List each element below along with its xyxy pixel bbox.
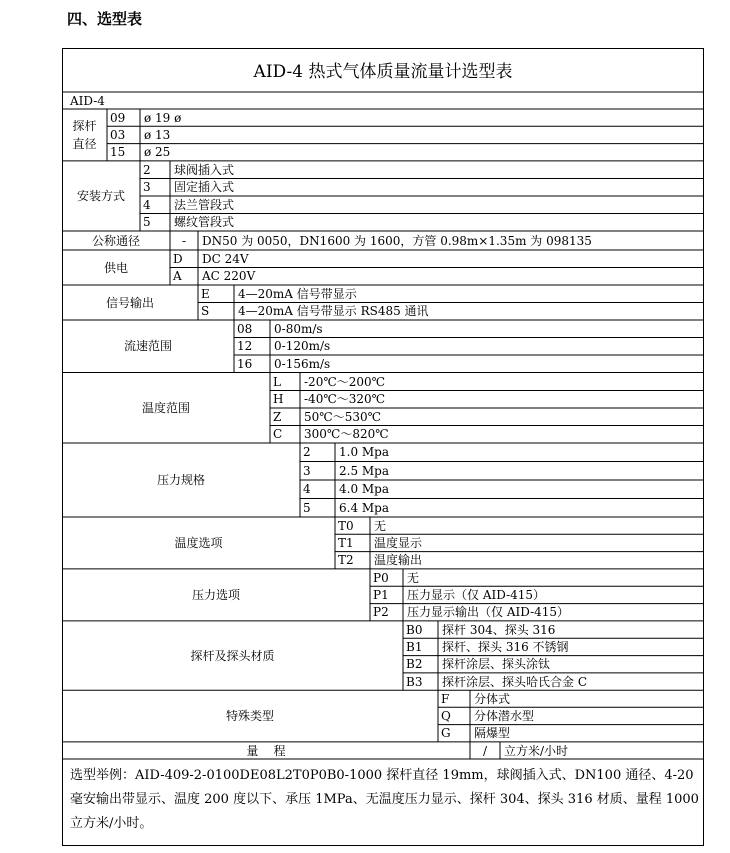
temp-range-desc: -20℃～200℃: [304, 374, 386, 389]
pressure-desc: 4.0 Mpa: [339, 482, 390, 497]
temp-option-code: T2: [338, 553, 354, 568]
material-code: B0: [406, 622, 423, 637]
temp-option-desc: 温度显示: [374, 535, 423, 550]
probe-diameter-desc: ø 19 ø: [144, 110, 182, 125]
temp-range-code: Z: [273, 409, 282, 424]
pressure-code: 3: [303, 463, 311, 478]
pressure-option-desc: 压力显示（仅 AID-415）: [407, 587, 546, 602]
temp-range-desc: 300℃～820℃: [304, 427, 389, 442]
install-label: 安装方式: [76, 189, 125, 203]
special-code: F: [441, 691, 450, 706]
range-desc: 立方米/小时: [504, 743, 569, 758]
temp-range-code: H: [273, 392, 284, 407]
material-code: B1: [406, 639, 423, 654]
install-desc: 螺纹管段式: [174, 215, 235, 230]
flow-range-desc: 0-156m/s: [274, 356, 331, 371]
pressure-label: 压力规格: [156, 473, 205, 487]
material-code: B3: [406, 674, 423, 689]
material-desc: 探杆 304、探头 316: [442, 622, 556, 637]
probe-diameter-desc: ø 25: [144, 145, 171, 160]
install-desc: 固定插入式: [174, 180, 235, 195]
temp-range-code: L: [273, 374, 281, 389]
pressure-desc: 6.4 Mpa: [339, 500, 390, 515]
temp-range-label: 温度范围: [141, 401, 190, 415]
special-desc: 分体式: [474, 691, 511, 706]
power-label: 供电: [103, 260, 128, 275]
probe-diameter-desc: ø 13: [144, 127, 171, 142]
flow-range-desc: 0-80m/s: [274, 321, 323, 336]
nominal-code: -: [181, 233, 187, 248]
signal-label: 信号输出: [105, 295, 154, 310]
material-label: 探杆及探头材质: [190, 648, 275, 663]
power-desc: AC 220V: [202, 269, 256, 284]
special-code: Q: [441, 708, 451, 723]
flow-range-code: 08: [237, 321, 253, 336]
pressure-option-label: 压力选项: [191, 587, 240, 602]
signal-desc: 4—20mA 信号带显示: [238, 286, 357, 301]
pressure-desc: 1.0 Mpa: [339, 445, 390, 460]
install-code: 3: [143, 180, 151, 195]
temp-option-code: T1: [338, 535, 354, 550]
table-title: AID-4 热式气体质量流量计选型表: [253, 62, 513, 82]
probe-diameter-code: 09: [110, 110, 126, 125]
pressure-code: 4: [303, 482, 311, 497]
temp-range-desc: -40℃～320℃: [304, 392, 386, 407]
signal-desc: 4—20mA 信号带显示 RS485 通讯: [238, 304, 429, 319]
install-code: 2: [143, 162, 151, 177]
nominal-label: 公称通径: [91, 233, 140, 248]
material-desc: 探杆涂层、探头哈氏合金 C: [442, 674, 587, 689]
install-desc: 法兰管段式: [174, 197, 235, 212]
pressure-option-code: P1: [373, 587, 389, 602]
nominal-desc: DN50 为 0050，DN1600 为 1600，方管 0.98m×1.35m 为 098135: [202, 233, 592, 248]
temp-option-code: T0: [338, 518, 354, 533]
flow-range-label: 流速范围: [123, 339, 172, 354]
special-desc: 隔爆型: [474, 726, 511, 741]
temp-option-desc: 温度输出: [374, 553, 423, 568]
flow-range-code: 16: [237, 356, 253, 371]
material-desc: 探杆、探头 316 不锈钢: [442, 639, 569, 654]
model-prefix: AID-4: [70, 94, 105, 108]
pressure-option-code: P2: [373, 605, 389, 620]
temp-range-code: C: [273, 427, 283, 442]
special-desc: 分体潜水型: [474, 708, 535, 723]
material-code: B2: [406, 657, 423, 672]
temp-range-desc: 50℃～530℃: [304, 409, 382, 424]
signal-code: S: [201, 304, 210, 319]
power-desc: DC 24V: [202, 251, 249, 266]
install-code: 4: [143, 197, 151, 212]
probe-diameter-code: 03: [110, 127, 126, 142]
temp-option-label: 温度选项: [174, 535, 223, 550]
install-desc: 球阀插入式: [174, 162, 235, 177]
power-code: A: [173, 269, 182, 284]
probe-diameter-code: 15: [110, 145, 126, 160]
special-label: 特殊类型: [225, 708, 274, 723]
material-desc: 探杆涂层、探头涂钛: [442, 657, 551, 672]
probe-diameter-label: 探杆 直径: [72, 118, 97, 151]
range-code: /: [482, 743, 488, 758]
pressure-code: 5: [303, 500, 311, 515]
range-label: 量 程: [246, 743, 286, 758]
pressure-option-desc: 无: [407, 570, 420, 585]
install-code: 5: [143, 215, 151, 230]
power-code: D: [173, 251, 183, 266]
selection-example: 选型举例：AID-409-2-0100DE08L2T0P0B0-1000 探杆直径 19mm，球阀插入式、DN100 通径、4-20 毫安输出带显示、温度 200 度以下、承压 1MPa、无温度压力显示、探杆 304、探头 316 材质、量程 1000 立方米/小时。: [70, 768, 699, 831]
special-code: G: [441, 726, 451, 741]
temp-option-desc: 无: [374, 518, 387, 533]
pressure-code: 2: [303, 445, 311, 460]
flow-range-desc: 0-120m/s: [274, 339, 331, 354]
signal-code: E: [201, 286, 210, 301]
pressure-option-code: P0: [373, 570, 389, 585]
pressure-option-desc: 压力显示输出（仅 AID-415）: [407, 605, 570, 620]
pressure-desc: 2.5 Mpa: [339, 463, 390, 478]
section-heading: 四、选型表: [67, 10, 143, 28]
flow-range-code: 12: [237, 339, 253, 354]
